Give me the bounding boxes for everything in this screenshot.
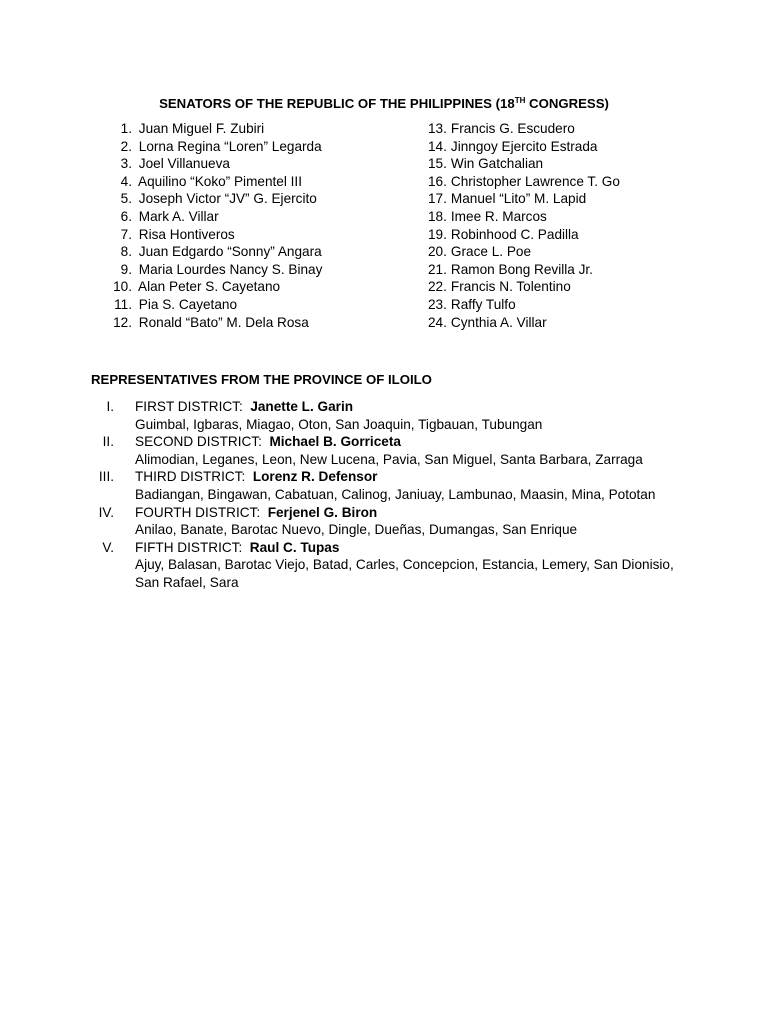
senator-number: 11.: [114, 296, 132, 312]
senator-item: [108, 261, 408, 279]
senator-item: [428, 173, 728, 191]
district-representative: Ferjenel G. Biron: [267, 504, 378, 520]
senator-number: 9.: [120, 261, 132, 277]
district-towns: Alimodian, Leganes, Leon, New Lucena, Pavia, San Miguel, Santa Barbara, Zarraga: [135, 451, 643, 467]
district-item: [0, 433, 768, 468]
senator-number: 24.: [428, 314, 447, 330]
representatives-heading: REPRESENTATIVES FROM THE PROVINCE OF ILOILO: [91, 372, 432, 387]
senators-column-2: [428, 120, 728, 331]
senator-item: [428, 120, 728, 138]
senators-column-1: [108, 120, 408, 331]
senator-name: Aquilino “Koko” Pimentel III: [138, 173, 302, 189]
senator-item: [428, 243, 728, 261]
district-item: [0, 504, 768, 539]
senators-heading-suffix: CONGRESS): [525, 96, 609, 111]
senators-heading: [0, 93, 768, 112]
district-item: [0, 539, 768, 592]
district-label: THIRD DISTRICT:: [135, 469, 246, 485]
senator-name: Joseph Victor “JV” G. Ejercito: [138, 191, 317, 207]
senator-number: 4.: [120, 173, 132, 189]
senator-item: [108, 190, 408, 208]
district-towns: Ajuy, Balasan, Barotac Viejo, Batad, Carles, Concepcion, Estancia, Lemery, San Dionisio, San Rafael, Sara: [135, 557, 674, 590]
senator-item: [428, 138, 728, 156]
senator-item: [428, 261, 728, 279]
senator-number: 22.: [428, 279, 447, 295]
district-numeral: V.: [102, 539, 114, 555]
district-item: [0, 398, 768, 433]
district-label: SECOND DISTRICT:: [135, 434, 262, 450]
senators-heading-prefix: SENATORS OF THE REPUBLIC OF THE PHILIPPINES (18: [159, 96, 515, 111]
senator-name: Jinngoy Ejercito Estrada: [450, 138, 598, 154]
senator-name: Ronald “Bato” M. Dela Rosa: [138, 314, 309, 330]
senator-item: [108, 120, 408, 138]
senator-number: 20.: [428, 244, 447, 260]
district-towns: Badiangan, Bingawan, Cabatuan, Calinog, Janiuay, Lambunao, Maasin, Mina, Pototan: [135, 486, 656, 502]
senator-number: 5.: [120, 191, 132, 207]
senator-name: Francis N. Tolentino: [450, 279, 571, 295]
districts-list: [0, 398, 768, 592]
senator-item: [108, 155, 408, 173]
senator-name: Cynthia A. Villar: [450, 314, 547, 330]
senator-name: Christopher Lawrence T. Go: [450, 173, 620, 189]
senators-heading-ordinal: TH: [514, 96, 526, 105]
district-label: FOURTH DISTRICT:: [135, 504, 261, 520]
senator-item: [108, 173, 408, 191]
senator-item: [108, 243, 408, 261]
senator-name: Grace L. Poe: [450, 244, 532, 260]
senator-number: 14.: [428, 138, 447, 154]
senator-name: Win Gatchalian: [450, 156, 544, 172]
senator-number: 15.: [428, 156, 447, 172]
senator-name: Francis G. Escudero: [450, 121, 575, 136]
senator-number: 7.: [120, 226, 132, 242]
senator-number: 8.: [120, 244, 132, 260]
senator-name: Lorna Regina “Loren” Legarda: [138, 138, 322, 154]
senator-name: Raffy Tulfo: [450, 296, 516, 312]
senator-item: [108, 208, 408, 226]
district-representative: Janette L. Garin: [250, 399, 354, 414]
district-numeral: IV.: [98, 504, 114, 520]
senator-number: 1.: [120, 121, 132, 136]
district-label: FIRST DISTRICT:: [135, 399, 243, 414]
senator-name: Ramon Bong Revilla Jr.: [450, 261, 593, 277]
senator-name: Robinhood C. Padilla: [450, 226, 579, 242]
senator-item: [108, 278, 408, 296]
senator-number: 6.: [120, 208, 132, 224]
senator-number: 21.: [428, 261, 447, 277]
district-representative: Raul C. Tupas: [249, 539, 340, 555]
senator-name: Juan Edgardo “Sonny” Angara: [138, 244, 322, 260]
senator-name: Alan Peter S. Cayetano: [138, 279, 281, 295]
senator-item: [108, 226, 408, 244]
senator-number: 2.: [120, 138, 132, 154]
district-towns: Guimbal, Igbaras, Miagao, Oton, San Joaquin, Tigbauan, Tubungan: [135, 416, 543, 432]
senator-item: [108, 138, 408, 156]
senator-item: [108, 296, 408, 314]
senator-number: 23.: [428, 296, 447, 312]
district-representative: Michael B. Gorriceta: [269, 434, 401, 450]
senator-item: [428, 296, 728, 314]
senator-name: Joel Villanueva: [138, 156, 230, 172]
senator-number: 3.: [120, 156, 132, 172]
senator-name: Manuel “Lito” M. Lapid: [450, 191, 587, 207]
senator-number: 17.: [428, 191, 447, 207]
senator-number: 18.: [428, 208, 447, 224]
district-item: [0, 468, 768, 503]
senator-name: Imee R. Marcos: [450, 208, 547, 224]
senator-name: Juan Miguel F. Zubiri: [138, 121, 265, 136]
senator-name: Risa Hontiveros: [138, 226, 235, 242]
district-towns: Anilao, Banate, Barotac Nuevo, Dingle, Dueñas, Dumangas, San Enrique: [135, 522, 578, 538]
senator-item: [428, 190, 728, 208]
district-numeral: I.: [106, 399, 114, 414]
district-representative: Lorenz R. Defensor: [252, 469, 378, 485]
senator-number: 19.: [428, 226, 447, 242]
senator-name: Mark A. Villar: [138, 208, 219, 224]
senator-item: [428, 278, 728, 296]
district-label: FIFTH DISTRICT:: [135, 539, 243, 555]
senator-item: [108, 314, 408, 332]
district-numeral: II.: [102, 434, 114, 450]
senator-item: [428, 155, 728, 173]
senator-item: [428, 314, 728, 332]
senator-number: 16.: [428, 173, 447, 189]
district-numeral: III.: [98, 469, 114, 485]
senator-item: [428, 226, 728, 244]
senator-number: 12.: [113, 314, 132, 330]
senator-name: Pia S. Cayetano: [138, 296, 238, 312]
senator-number: 13.: [428, 121, 447, 136]
senator-number: 10.: [113, 279, 132, 295]
senator-item: [428, 208, 728, 226]
senator-name: Maria Lourdes Nancy S. Binay: [138, 261, 323, 277]
